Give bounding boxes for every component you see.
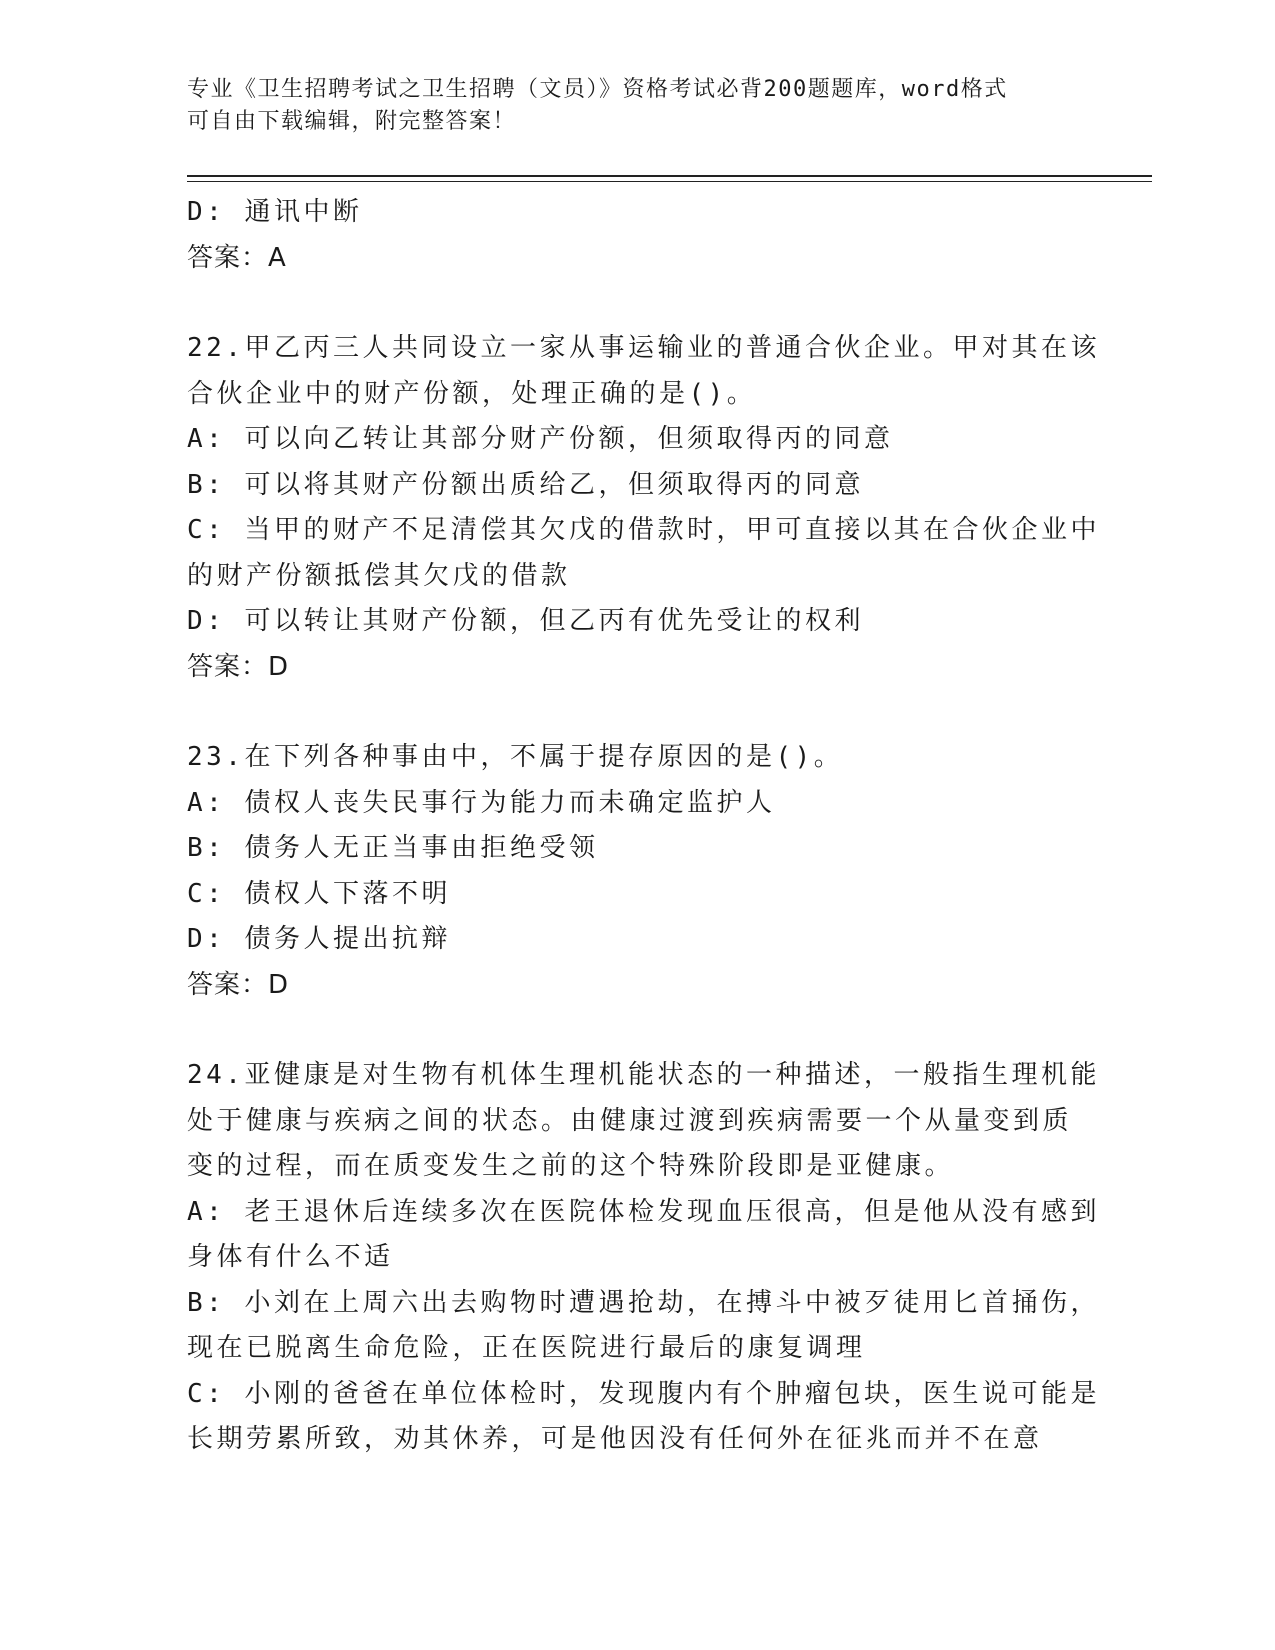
option-c: C: 小刚的爸爸在单位体检时，发现腹内有个肿瘤包块，医生说可能是 bbox=[187, 1378, 1100, 1409]
option-b: B: 小刘在上周六出去购物时遭遇抢劫，在搏斗中被歹徒用匕首捅伤， bbox=[187, 1287, 1100, 1318]
answer-line: 答案：D bbox=[187, 969, 290, 1000]
option-b: B: 债务人无正当事由拒绝受领 bbox=[187, 833, 599, 863]
header-title-line-2: 可自由下载编辑，附完整答案！ bbox=[187, 109, 517, 134]
question-24 bbox=[187, 1053, 1100, 1463]
option-a: A: 老王退休后连续多次在医院体检发现血压很高，但是他从没有感到 bbox=[187, 1196, 1100, 1227]
option-b-continued: 现在已脱离生命危险，正在医院进行最后的康复调理 bbox=[187, 1333, 866, 1363]
document-header bbox=[187, 74, 1067, 138]
option-c-continued: 长期劳累所致，劝其休养，可是他因没有任何外在征兆而并不在意 bbox=[187, 1424, 1043, 1454]
option-d: D: 通讯中断 bbox=[187, 197, 363, 227]
spacer bbox=[187, 690, 1087, 735]
question-content bbox=[187, 190, 1100, 1463]
option-d: D: 可以转让其财产份额，但乙丙有优先受让的权利 bbox=[187, 606, 864, 636]
question-22 bbox=[187, 326, 1100, 690]
previous-question-tail bbox=[187, 190, 1087, 281]
header-divider-thick bbox=[187, 175, 1152, 177]
option-a: A: 债权人丧失民事行为能力而未确定监护人 bbox=[187, 787, 776, 818]
question-stem: 合伙企业中的财产份额，处理正确的是()。 bbox=[187, 378, 757, 409]
option-a-continued: 身体有什么不适 bbox=[187, 1242, 394, 1272]
option-c: C: 债权人下落不明 bbox=[187, 878, 451, 909]
question-stem: 22.甲乙丙三人共同设立一家从事运输业的普通合伙企业。甲对其在该 bbox=[187, 333, 1100, 363]
answer-line: 答案：D bbox=[187, 651, 290, 682]
option-c-continued: 的财产份额抵偿其欠戊的借款 bbox=[187, 560, 571, 591]
header-divider-thin bbox=[187, 181, 1152, 182]
option-b: B: 可以将其财产份额出质给乙，但须取得丙的同意 bbox=[187, 469, 864, 500]
answer-line: 答案：A bbox=[187, 242, 287, 273]
question-23 bbox=[187, 735, 1087, 1008]
spacer bbox=[187, 1008, 1087, 1053]
option-c: C: 当甲的财产不足清偿其欠戊的借款时，甲可直接以其在合伙企业中 bbox=[187, 515, 1100, 545]
question-stem: 24.亚健康是对生物有机体生理机能状态的一种描述，一般指生理机能 bbox=[187, 1060, 1100, 1090]
option-a: A: 可以向乙转让其部分财产份额，但须取得丙的同意 bbox=[187, 424, 894, 454]
question-stem: 23.在下列各种事由中，不属于提存原因的是()。 bbox=[187, 742, 844, 772]
header-title-line-1: 专业《卫生招聘考试之卫生招聘（文员）》资格考试必背200题题库，word格式 bbox=[187, 77, 1008, 102]
question-stem: 变的过程，而在质变发生之前的这个特殊阶段即是亚健康。 bbox=[187, 1151, 955, 1181]
question-stem: 处于健康与疾病之间的状态。由健康过渡到疾病需要一个从量变到质 bbox=[187, 1105, 1073, 1136]
option-d: D: 债务人提出抗辩 bbox=[187, 924, 451, 954]
spacer bbox=[187, 281, 1087, 326]
